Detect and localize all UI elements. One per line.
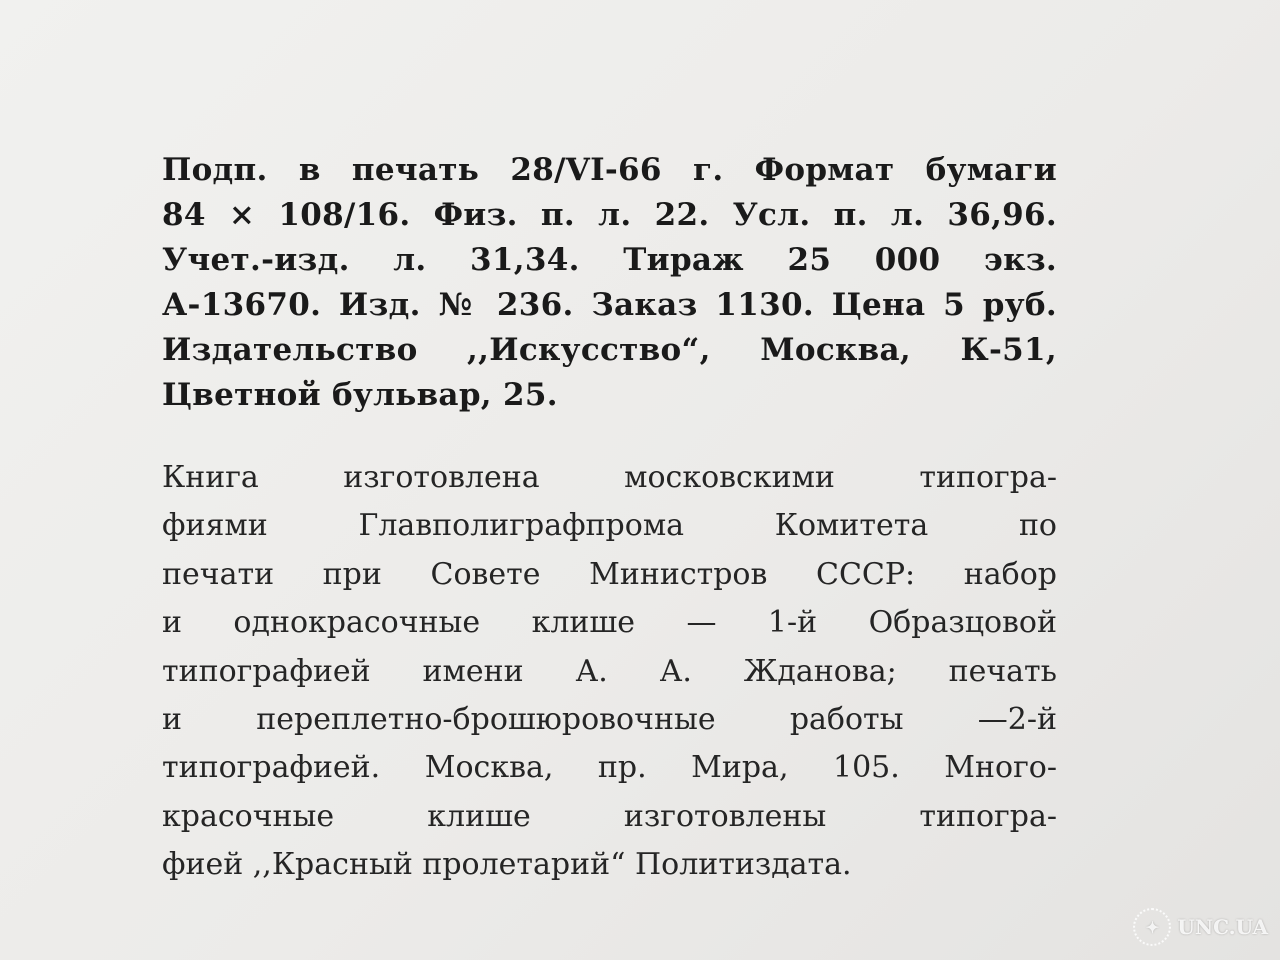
imprint-block (162, 148, 1062, 883)
publishing-details (162, 148, 1057, 418)
publishing-line: А-13670. Изд. № 236. Заказ 1130. Цена 5 руб. (162, 287, 1057, 323)
publishing-line: Учет.-изд. л. 31,34. Тираж 25 000 экз. (162, 242, 1057, 278)
printing-line: Книга изготовлена московскими типогра- (162, 460, 1057, 495)
publishing-line: Подп. в печать 28/VI-66 г. Формат бумаги (162, 152, 1057, 188)
watermark-text: UNC.UA (1177, 915, 1268, 939)
printing-details (162, 454, 1057, 890)
printing-line: красочные клише изготовлены типогра- (162, 798, 1057, 834)
printing-line: типографией. Москва, пр. Мира, 105. Много- (162, 750, 1057, 786)
dotted-seal-icon: ✦ (1133, 908, 1171, 946)
watermark (1133, 908, 1268, 946)
printing-line: фией ,,Красный пролетарий“ Политиздата. (162, 847, 852, 883)
printing-line: типографией имени А. А. Жданова; печать (162, 653, 1057, 689)
publishing-line: Цветной бульвар, 25. (162, 377, 558, 413)
publishing-line: Издательство ,,Искусство“, Москва, К-51, (162, 332, 1057, 368)
printing-line: и переплетно-брошюровочные работы —2-й (162, 701, 1057, 737)
publishing-line: 84 × 108/16. Физ. п. л. 22. Усл. п. л. 36,96. (162, 197, 1057, 233)
printing-line: печати при Совете Министров СССР: набор (162, 556, 1057, 592)
printing-line: и однокрасочные клише — 1-й Образцовой (162, 605, 1057, 641)
printing-line: фиями Главполиграфпрома Комитета по (162, 508, 1057, 544)
